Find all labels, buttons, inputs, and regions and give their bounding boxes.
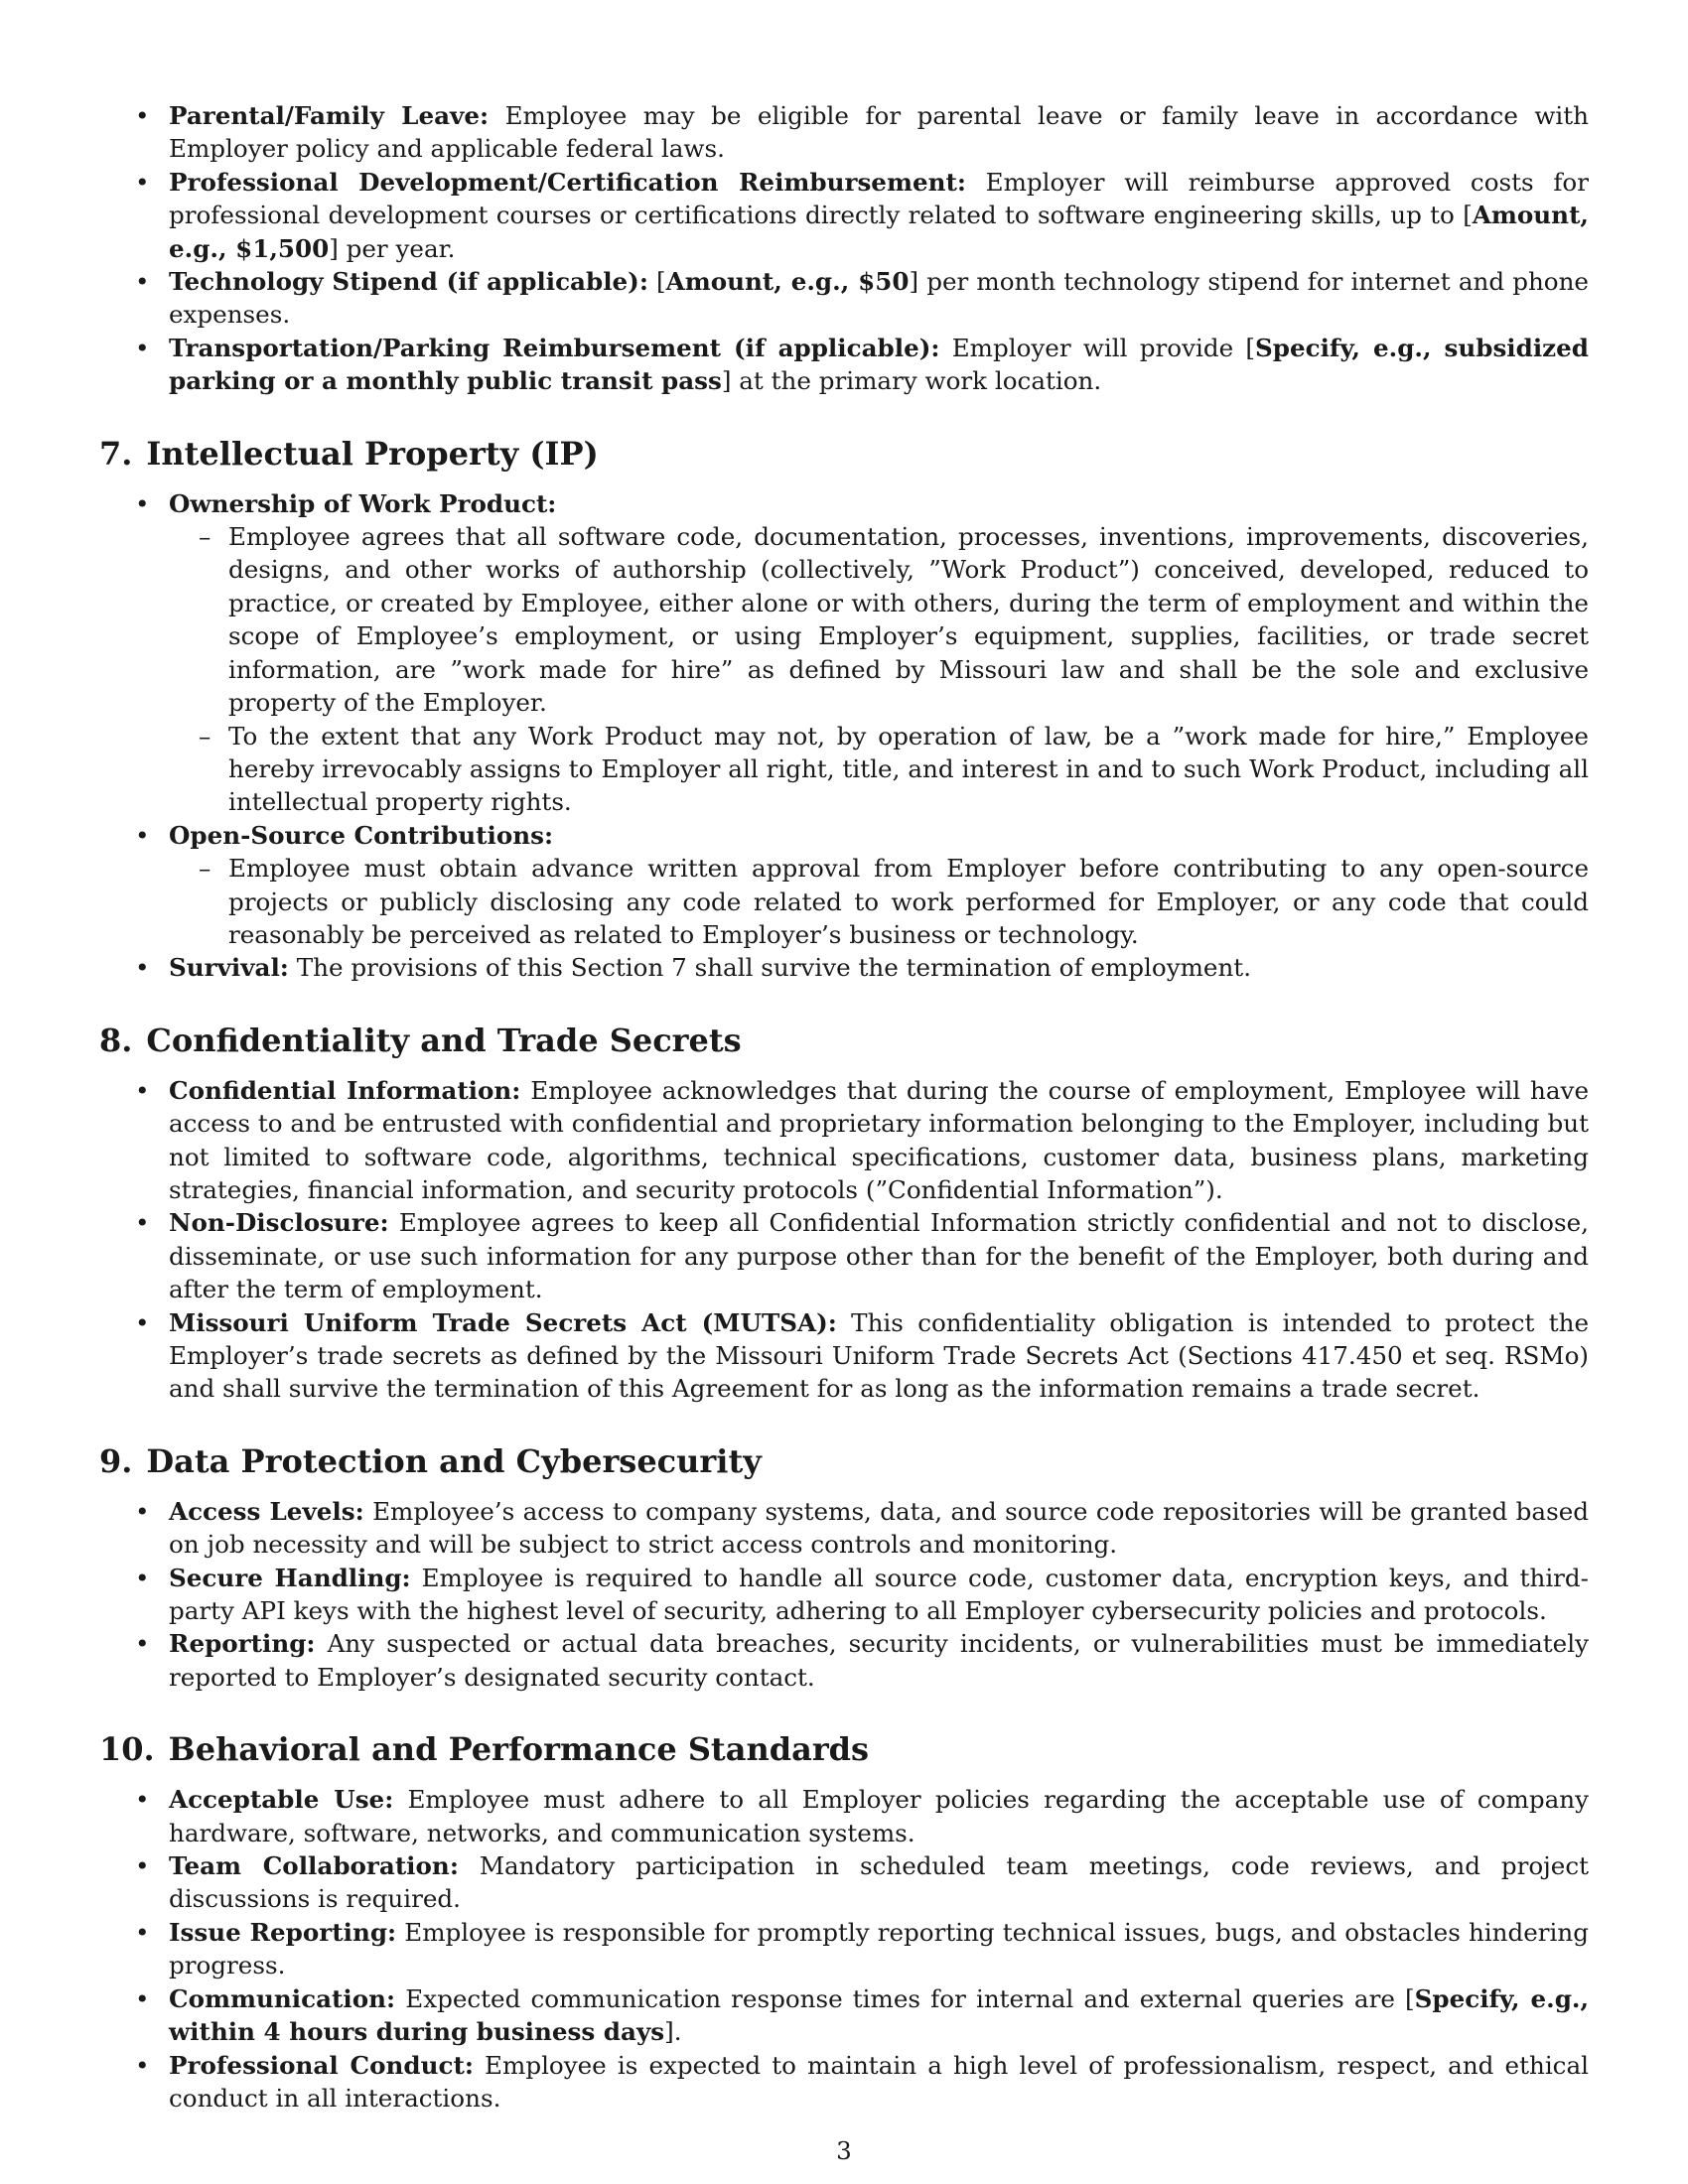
item-text: This confidentiality obligation is intended to protect the Employer’s trade secrets as defined by the Missouri Uniform Trade Secrets Act (Sections 417.450 et seq. RSMo) and shall survive the termination of this Agreement for as long as the information remains a trade secret. [169, 1307, 1589, 1404]
item-text: ] per year. [329, 233, 456, 263]
placeholder-text: Amount, e.g., $1,500 [169, 201, 1589, 263]
item-label: Ownership of Work Product: [169, 488, 557, 518]
bullet-icon: • [135, 1851, 150, 1881]
section-list [99, 487, 1589, 985]
list-item [99, 1206, 1589, 1305]
item-label: Team Collaboration: [169, 1851, 459, 1881]
item-text: Employee is required to handle all source code, customer data, encryption keys, and third-party API keys with the highest level of security, adhering to all Employer cybersecurity policies and protocols. [169, 1563, 1589, 1626]
section-title: Data Protection and Cybersecurity [146, 1441, 762, 1480]
list-item [99, 1916, 1589, 1982]
section-list [99, 1074, 1589, 1406]
item-label: Secure Handling: [169, 1563, 411, 1592]
bullet-icon: • [135, 953, 150, 983]
placeholder-text: Specify, e.g., subsidized parking or a monthly public transit pass [169, 333, 1589, 396]
sub-list-item [169, 852, 1589, 951]
sub-list [169, 852, 1589, 951]
bullet-icon: • [135, 1785, 150, 1815]
list-item [99, 265, 1589, 332]
item-label: Survival: [169, 953, 289, 983]
section-heading [99, 1729, 1589, 1769]
item-label: Access Levels: [169, 1496, 364, 1526]
list-item [99, 1627, 1589, 1694]
sub-item-text: Employee agrees that all software code, documentation, processes, inventions, improvements, discoveries, designs, and other works of authorship (collectively, ”Work Product”) conceived, developed, reduced to practice, or created by Employee, either alone or with others, during the term of employment and within the scope of Employee’s employment, or using Employer’s equipment, supplies, facilities, or trade secret information, are ”work made for hire” as defined by Missouri law and shall be the sole and exclusive property of the Employer. [228, 522, 1589, 718]
section-number: 10. [99, 1730, 155, 1769]
sections-container [99, 434, 1589, 2116]
list-item [99, 1982, 1589, 2049]
bullet-icon: • [135, 1917, 150, 1947]
bullet-icon: • [135, 1629, 150, 1659]
item-label: Missouri Uniform Trade Secrets Act (MUTSA): [169, 1307, 837, 1337]
item-text: ]. [664, 2017, 682, 2047]
list-item [99, 1074, 1589, 1207]
item-text: Employee’s access to company systems, data, and source code repositories will be granted based on job necessity and will be subject to strict access controls and monitoring. [169, 1496, 1590, 1560]
item-label: Transportation/Parking Reimbursement (if applicable): [169, 333, 940, 362]
item-text: Employee is responsible for promptly reporting technical issues, bugs, and obstacles hindering progress. [169, 1917, 1589, 1980]
item-label: Reporting: [169, 1629, 316, 1659]
section-number: 7. [99, 434, 133, 473]
list-item [99, 99, 1589, 166]
item-label: Open-Source Contributions: [169, 820, 554, 850]
bullet-icon: • [135, 1983, 150, 2013]
bullet-icon: • [135, 1563, 150, 1592]
item-text: Any suspected or actual data breaches, security incidents, or vulnerabilities must be immediately reported to Employer’s designated security contact. [169, 1629, 1589, 1692]
section-10 [99, 1729, 1589, 2115]
item-label: Issue Reporting: [169, 1917, 397, 1947]
bullet-icon: • [135, 333, 150, 362]
item-label: Communication: [169, 1983, 396, 2013]
bullet-icon: • [135, 1075, 150, 1105]
item-label: Professional Conduct: [169, 2050, 474, 2080]
section-heading [99, 1441, 1589, 1481]
section-list [99, 1495, 1589, 1694]
sub-list-item [169, 520, 1589, 719]
bullet-icon: • [135, 1307, 150, 1337]
list-item [99, 1783, 1589, 1849]
benefits-list-continued [99, 99, 1589, 398]
item-text: Employee acknowledges that during the course of employment, Employee will have access to and be entrusted with confidential and proprietary information belonging to the Employer, including but not limited to software code, algorithms, technical specifications, customer data, business plans, marketing strategies, financial information, and security protocols (”Confidential Information”). [169, 1075, 1589, 1204]
bullet-icon: • [135, 167, 150, 197]
section-list [99, 1783, 1589, 2115]
list-item [99, 2049, 1589, 2116]
list-item [99, 166, 1589, 265]
item-label: Non-Disclosure: [169, 1208, 389, 1238]
list-item [99, 1849, 1589, 1916]
section-8 [99, 1021, 1589, 1406]
sub-item-text: Employee must obtain advance written approval from Employer before contributing to any open-source projects or publicly disclosing any code related to work performed for Employer, or any code that could reasonably be perceived as related to Employer’s business or technology. [228, 854, 1589, 949]
item-text: ] per month technology stipend for internet and phone expenses. [169, 267, 1589, 330]
item-label: Technology Stipend (if applicable): [169, 267, 648, 297]
bullet-icon: • [135, 267, 150, 297]
list-item [99, 487, 1589, 819]
dash-icon: – [199, 522, 211, 552]
item-label: Professional Development/Certification Reimbursement: [169, 167, 966, 197]
list-item [99, 819, 1589, 952]
dash-icon: – [199, 721, 211, 751]
item-text: [ [656, 267, 666, 297]
section-heading [99, 434, 1589, 474]
document-page [99, 99, 1589, 2115]
bullet-icon: • [135, 820, 150, 850]
sub-list-item [169, 720, 1589, 819]
section-heading [99, 1021, 1589, 1060]
list-item [99, 332, 1589, 398]
item-text: Employee is expected to maintain a high level of professionalism, respect, and ethical conduct in all interactions. [169, 2050, 1589, 2113]
bullet-icon: • [135, 1496, 150, 1526]
sub-item-text: To the extent that any Work Product may not, by operation of law, be a ”work made for hire,” Employee hereby irrevocably assigns to Employer all right, title, and interest in and to such Work Product, including all intellectual property rights. [228, 721, 1589, 817]
item-label: Parental/Family Leave: [169, 101, 490, 130]
item-label: Confidential Information: [169, 1075, 521, 1105]
list-item [99, 1562, 1589, 1628]
item-text: Employee must adhere to all Employer policies regarding the acceptable use of company hardware, software, networks, and communication systems. [169, 1785, 1589, 1847]
item-text: Employee agrees to keep all Confidential Information strictly confidential and not to disclose, disseminate, or use such information for any purpose other than for the benefit of the Employer, both during and after the term of employment. [169, 1208, 1589, 1304]
placeholder-text: Specify, e.g., within 4 hours during business days [169, 1983, 1590, 2047]
item-text: Expected communication response times for internal and external queries are [ [405, 1983, 1415, 2013]
item-text: Employee may be eligible for parental leave or family leave in accordance with Employer policy and applicable federal laws. [169, 101, 1589, 164]
bullet-icon: • [135, 101, 150, 130]
item-text: ] at the primary work location. [721, 366, 1102, 396]
item-text: Mandatory participation in scheduled team meetings, code reviews, and project discussions is required. [169, 1851, 1589, 1914]
item-text: Employer will reimburse approved costs for professional development courses or certifications directly related to software engineering skills, up to [ [169, 167, 1589, 230]
list-item [99, 1495, 1589, 1562]
sub-list [169, 520, 1589, 819]
bullet-icon: • [135, 1208, 150, 1238]
dash-icon: – [199, 854, 211, 884]
bullet-icon: • [135, 2050, 150, 2080]
placeholder-text: Amount, e.g., $50 [665, 267, 910, 297]
section-title: Confidentiality and Trade Secrets [146, 1021, 742, 1059]
bullet-icon: • [135, 488, 150, 518]
section-7 [99, 434, 1589, 985]
list-item [99, 951, 1589, 984]
item-label: Acceptable Use: [169, 1785, 394, 1815]
item-text: The provisions of this Section 7 shall survive the termination of employment. [296, 953, 1252, 983]
section-9 [99, 1441, 1589, 1694]
section-number: 9. [99, 1441, 133, 1480]
section-number: 8. [99, 1021, 133, 1059]
section-title: Behavioral and Performance Standards [168, 1730, 870, 1769]
item-text: Employer will provide [ [951, 333, 1255, 362]
list-item [99, 1306, 1589, 1406]
section-title: Intellectual Property (IP) [146, 434, 599, 473]
page-number: 3 [836, 2136, 852, 2165]
